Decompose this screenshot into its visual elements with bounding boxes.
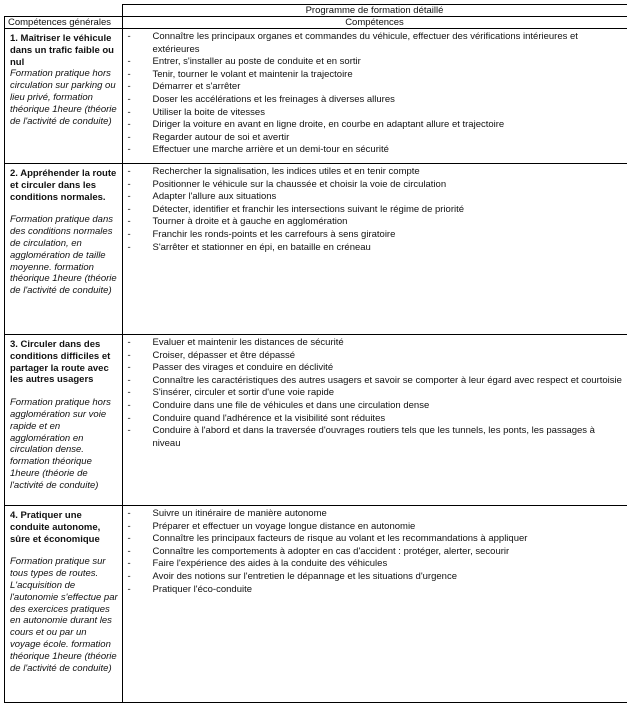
section-3-description: Formation pratique hors agglomération sur voie rapide et en agglomération en circulation dense. formation théorique 1heure (théorie de l'activité de conduite) <box>10 397 111 491</box>
competence-text: Pratiquer l'éco-conduite <box>152 583 253 595</box>
section-2-general <box>5 164 123 335</box>
competence-text: S'arrêter et stationner en épi, en bataille en créneau <box>152 241 371 253</box>
list-item <box>128 144 623 157</box>
dash-marker: - <box>127 178 131 190</box>
dash-marker: - <box>127 399 131 411</box>
competence-text: Positionner le véhicule sur la chaussée et choisir la voie de circulation <box>152 178 447 190</box>
list-item <box>128 546 623 559</box>
dash-marker: - <box>127 241 131 253</box>
section-1-competences <box>122 29 627 164</box>
list-item <box>128 166 623 179</box>
list-item <box>128 132 623 145</box>
competence-text: Diriger la voiture en avant en ligne droite, en courbe en adaptant allure et trajectoire <box>152 119 505 131</box>
section-3-general <box>5 335 123 506</box>
formation-table <box>4 4 627 703</box>
header-empty-cell <box>5 5 123 17</box>
dash-marker: - <box>127 362 131 374</box>
dash-marker: - <box>127 374 131 386</box>
competence-text: Entrer, s'installer au poste de conduite et en sortir <box>152 56 361 68</box>
competence-text: Franchir les ronds-points et les carrefours à sens giratoire <box>152 228 396 240</box>
section-1-description: Formation pratique hors circulation sur parking ou lieu privé, formation théorique 1heure (théorie de l'activité de conduite) <box>10 68 117 127</box>
dash-marker: - <box>127 216 131 228</box>
list-item <box>128 119 623 132</box>
competence-text: Préparer et effectuer un voyage longue distance en autonomie <box>152 520 416 532</box>
competence-text: Faire l'expérience des aides à la conduite des véhicules <box>152 558 388 570</box>
section-1-title: 1. Maîtriser le véhicule dans un trafic faible ou nul <box>10 33 114 68</box>
dash-marker: - <box>127 570 131 582</box>
competence-text: Tourner à droite et à gauche en agglomération <box>152 216 348 228</box>
section-3-title: 3. Circuler dans des conditions difficiles et partager la route avec les autres usagers <box>10 339 111 386</box>
section-2-list <box>128 166 623 254</box>
competence-text: Croiser, dépasser et être dépassé <box>152 349 296 361</box>
section-3-competences <box>122 335 627 506</box>
list-item <box>128 69 623 82</box>
competence-text: Détecter, identifier et franchir les intersections suivant le régime de priorité <box>152 203 465 215</box>
list-item <box>128 533 623 546</box>
dash-marker: - <box>127 131 131 143</box>
dash-marker: - <box>127 119 131 131</box>
list-item <box>128 94 623 107</box>
dash-marker: - <box>127 31 131 42</box>
list-item <box>128 400 623 413</box>
competence-text: Suivre un itinéraire de manière autonome <box>152 508 327 519</box>
dash-marker: - <box>127 425 131 437</box>
competence-text: Effectuer une marche arrière et un demi-tour en sécurité <box>152 144 389 156</box>
list-item <box>128 216 623 229</box>
list-item <box>128 362 623 375</box>
list-item <box>128 413 623 426</box>
dash-marker: - <box>127 68 131 80</box>
list-item <box>128 508 623 521</box>
competence-text: Passer des virages et conduire en déclivité <box>152 362 334 374</box>
list-item <box>128 425 623 450</box>
section-row-4 <box>5 506 627 703</box>
list-item <box>128 56 623 69</box>
list-item <box>128 81 623 94</box>
section-2-title: 2. Appréhender la route et circuler dans les conditions normales. <box>10 168 117 203</box>
section-row-2 <box>5 164 627 335</box>
list-item <box>128 204 623 217</box>
competence-text: Conduire quand l'adhérence et la visibilité sont réduites <box>152 412 386 424</box>
section-4-title: 4. Pratiquer une conduite autonome, sûre et économique <box>10 510 101 545</box>
dash-marker: - <box>127 337 131 348</box>
competence-text: Doser les accélérations et les freinages à diverses allures <box>152 93 395 105</box>
list-item <box>128 375 623 388</box>
list-item <box>128 337 623 350</box>
competence-text: Rechercher la signalisation, les indices utiles et en tenir compte <box>152 166 420 177</box>
dash-marker: - <box>127 558 131 570</box>
dash-marker: - <box>127 387 131 399</box>
list-item <box>128 107 623 120</box>
programme-header: Programme de formation détaillé <box>122 5 627 17</box>
competence-text: Tenir, tourner le volant et maintenir la trajectoire <box>152 68 353 80</box>
dash-marker: - <box>127 81 131 93</box>
competences-header: Compétences <box>122 17 627 29</box>
dash-marker: - <box>127 93 131 105</box>
competence-text: Connaître les caractéristiques des autres usagers et savoir se comporter à leur égard avec respect et courtoisie <box>152 374 622 386</box>
competence-text: Connaître les principaux organes et commandes du véhicule, effectuer des vérifications intérieures et extérieures <box>152 31 578 55</box>
list-item <box>128 31 623 56</box>
section-4-description: Formation pratique sur tous types de routes. L'acquisition de l'autonomie s'effectue par des exercices pratiques en autonomie durant les cours et ou par un voyage école. formation théorique 1heure (théorie de l'activité de conduite) <box>10 556 118 674</box>
competence-text: Adapter l'allure aux situations <box>152 191 277 203</box>
competence-text: S'insérer, circuler et sortir d'une voie rapide <box>152 387 335 399</box>
list-item <box>128 387 623 400</box>
dash-marker: - <box>127 533 131 545</box>
competence-text: Conduire dans une file de véhicules et dans une circulation dense <box>152 399 430 411</box>
dash-marker: - <box>127 56 131 68</box>
competence-text: Connaître les comportements à adopter en cas d'accident : protéger, alerter, secourir <box>152 545 510 557</box>
dash-marker: - <box>127 144 131 156</box>
dash-marker: - <box>127 191 131 203</box>
dash-marker: - <box>127 203 131 215</box>
section-2-competences <box>122 164 627 335</box>
section-row-3 <box>5 335 627 506</box>
section-4-competences <box>122 506 627 703</box>
list-item <box>128 179 623 192</box>
list-item <box>128 571 623 584</box>
list-item <box>128 191 623 204</box>
dash-marker: - <box>127 520 131 532</box>
competence-text: Démarrer et s'arrêter <box>152 81 241 93</box>
dash-marker: - <box>127 166 131 177</box>
list-item <box>128 229 623 242</box>
general-competences-header: Compétences générales <box>5 17 123 29</box>
section-2-description: Formation pratique dans des conditions normales de circulation, en agglomération de taille moyenne. formation théorique 1heure (théorie de l'activité de conduite) <box>10 214 117 297</box>
section-1-list <box>128 31 623 157</box>
competence-text: Evaluer et maintenir les distances de sécurité <box>152 337 344 348</box>
formation-table-wrapper <box>4 4 623 703</box>
list-item <box>128 350 623 363</box>
section-1-general <box>5 29 123 164</box>
competence-text: Regarder autour de soi et avertir <box>152 131 290 143</box>
list-item <box>128 584 623 597</box>
header-row-programme <box>5 5 627 17</box>
list-item <box>128 242 623 255</box>
section-4-list <box>128 508 623 596</box>
dash-marker: - <box>127 545 131 557</box>
dash-marker: - <box>127 508 131 519</box>
dash-marker: - <box>127 349 131 361</box>
list-item <box>128 521 623 534</box>
section-3-list <box>128 337 623 450</box>
section-4-general <box>5 506 123 703</box>
section-row-1 <box>5 29 627 164</box>
dash-marker: - <box>127 106 131 118</box>
competence-text: Avoir des notions sur l'entretien le dépannage et les situations d'urgence <box>152 570 457 582</box>
header-row-columns <box>5 17 627 29</box>
list-item <box>128 558 623 571</box>
dash-marker: - <box>127 228 131 240</box>
competence-text: Utiliser la boite de vitesses <box>152 106 265 118</box>
dash-marker: - <box>127 583 131 595</box>
competence-text: Connaître les principaux facteurs de risque au volant et les recommandations à appliquer <box>152 533 528 545</box>
competence-text: Conduire à l'abord et dans la traversée d'ouvrages routiers tels que les tunnels, les ponts, les passages à niveau <box>152 425 595 449</box>
dash-marker: - <box>127 412 131 424</box>
